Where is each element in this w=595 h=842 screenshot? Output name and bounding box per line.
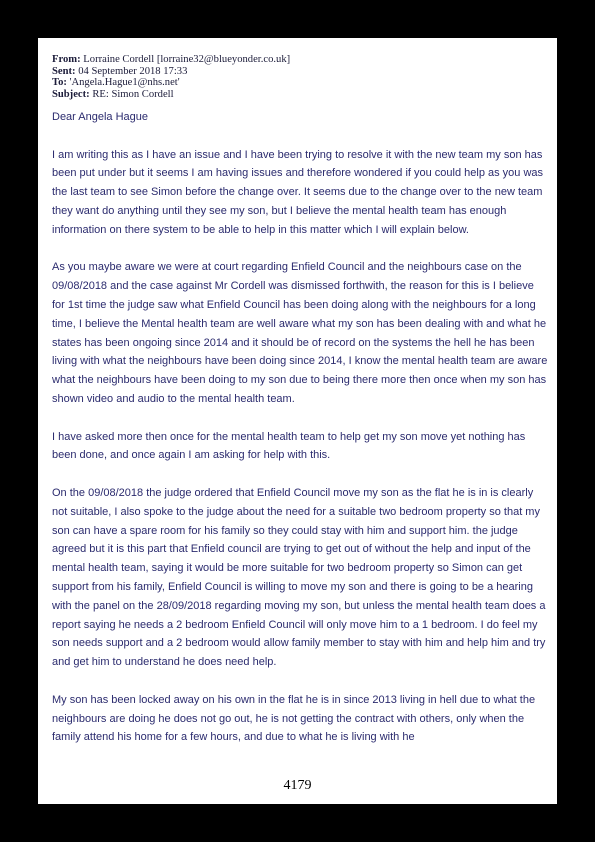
paragraph: I am writing this as I have an issue and I have been trying to resolve it with the new team my son has been put under but it seems I am having issues and therefore wondered if you could help as you was the last team to see Simon before the change over. It seems due to the change over to the new team they want do anything until they see my son, but I believe the mental health team has enough information on there system to be able to help in this matter which I will explain below. xyxy=(52,148,544,236)
subject-row xyxy=(52,89,552,101)
subject-label: Subject: xyxy=(52,88,90,100)
from-value: Lorraine Cordell [lorraine32@blueyonder.co.uk] xyxy=(83,54,291,65)
sent-label: Sent: xyxy=(52,65,76,77)
to-row xyxy=(52,77,552,89)
salutation: Dear Angela Hague xyxy=(52,111,149,123)
to-label: To: xyxy=(52,77,67,89)
from-label: From: xyxy=(52,54,81,65)
email-body xyxy=(52,108,548,747)
email-header xyxy=(52,54,552,100)
document-page xyxy=(38,38,557,804)
subject-value: RE: Simon Cordell xyxy=(92,88,174,100)
to-value: 'Angela.Hague1@nhs.net' xyxy=(69,77,180,89)
paragraph: I have asked more then once for the mental health team to help get my son move yet nothing has been done, and once again I am asking for help with this. xyxy=(52,430,526,462)
paragraph: On the 09/08/2018 the judge ordered that Enfield Council move my son as the flat he is in is clearly not suitable, I also spoke to the judge about the need for a suitable two bedroom property so that my son can have a spare room for his family so they could stay with him and support him. the judge agreed but it is this part that Enfield council are trying to get out of without the help and input of the mental health team, saying it would be more suitable for two bedroom property so Simon can get support from his family, Enfield Council is willing to move my son and there is going to be a hearing with the panel on the 28/09/2018 regarding moving my son, but unless the mental health team does a report saying he needs a 2 bedroom Enfield Council will only move him to a 1 bedroom. I do feel my son needs support and a 2 bedroom would allow family member to stay with him and help him and try and get him to understand he does need help. xyxy=(52,486,546,669)
sent-value: 04 September 2018 17:33 xyxy=(78,65,188,77)
from-row xyxy=(52,54,552,66)
paragraph: My son has been locked away on his own in the flat he is in since 2013 living in hell due to what the neighbours are doing he does not go out, he is not getting the contract with others, only when the family attend his home for a few hours, and due to what he is living with he xyxy=(52,693,536,744)
paragraph: As you maybe aware we were at court regarding Enfield Council and the neighbours case on the 09/08/2018 and the case against Mr Cordell was dismissed forthwith, the reason for this is I believe for 1st time the judge saw what Enfield Council has been doing along with the neighbours for a long time, I believe the Mental health team are well aware what my son has been dealing with and what he states has been ongoing since 2014 and it should be of record on the systems the hell he has been living with what the neighbours have been doing since 2014, I know the mental health team are aware what the neighbours have been doing to my son due to being there more then once when my son has shown video and audio to the mental health team. xyxy=(52,261,548,405)
sent-row xyxy=(52,66,552,78)
page-number: 4179 xyxy=(283,778,312,793)
